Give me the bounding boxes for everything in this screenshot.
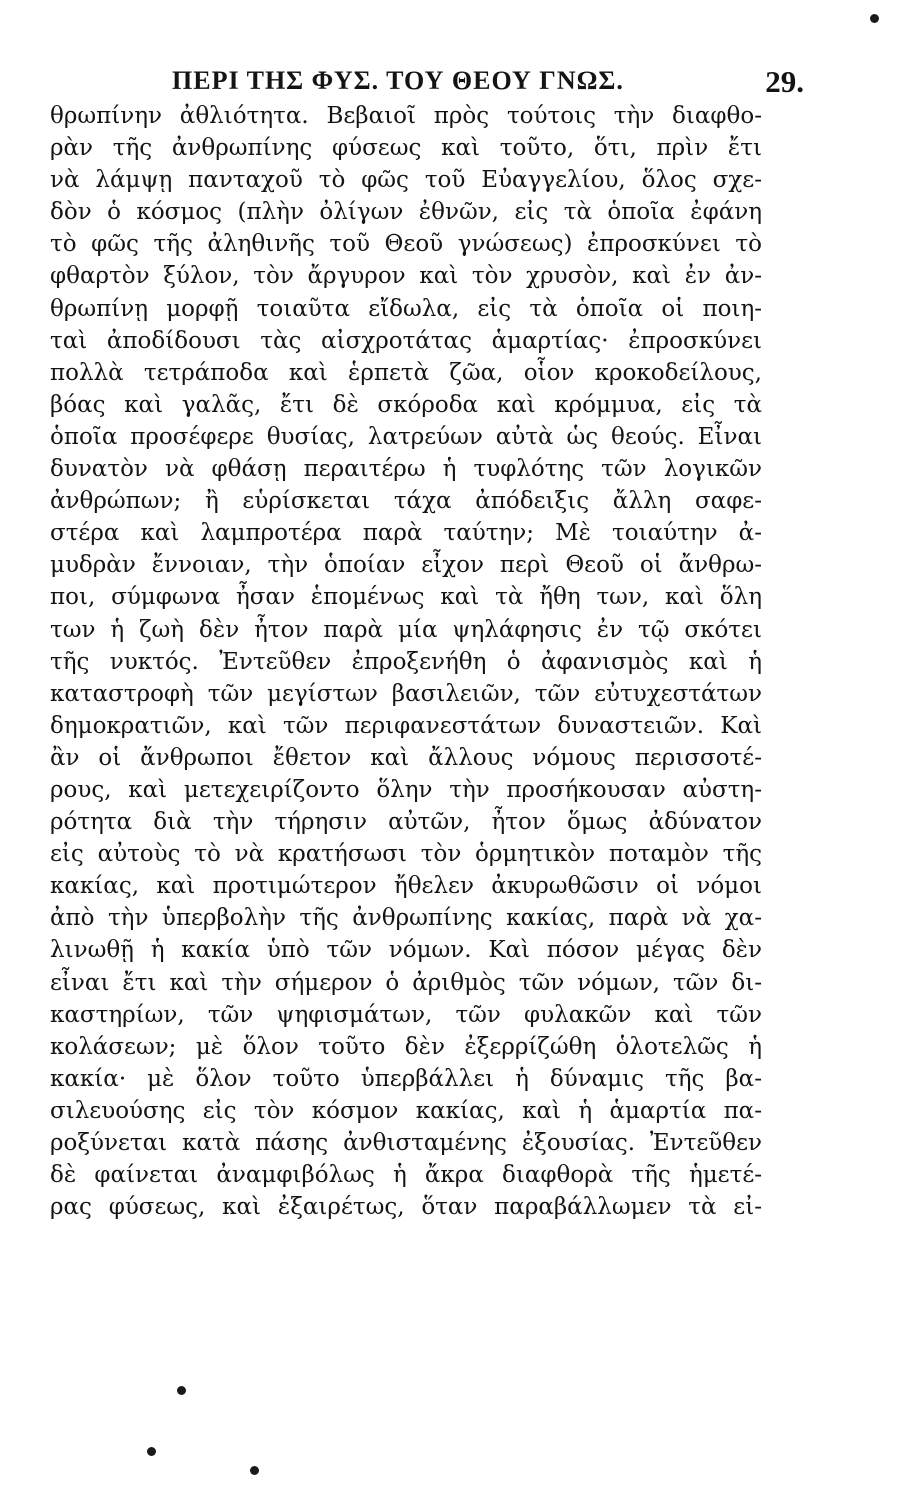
- text-line: μυδρὰν ἔννοιαν, τὴν ὁποίαν εἶχον περὶ Θεοῦ οἱ ἄνθρω-: [50, 552, 762, 579]
- scan-speck: [870, 14, 879, 23]
- text-line: τῆς νυκτός. Ἐντεῦθεν ἐπροξενήθη ὁ ἀφανισμὸς καὶ ἡ: [50, 648, 762, 675]
- text-line: των ἡ ζωὴ δὲν ἦτον παρὰ μία ψηλάφησις ἐν τῷ σκότει: [50, 616, 762, 643]
- scan-speck: [250, 1466, 259, 1475]
- text-line: εἰς αὐτοὺς τὸ νὰ κρατήσωσι τὸν ὁρμητικὸν ποταμὸν τῆς: [50, 841, 762, 868]
- text-line: λινωθῇ ἡ κακία ὑπὸ τῶν νόμων. Καὶ πόσον μέγας δὲν: [50, 937, 762, 964]
- text-line: ρότητα διὰ τὴν τήρησιν αὐτῶν, ἦτον ὅμως ἀδύνατον: [50, 809, 762, 836]
- text-line: τὸ φῶς τῆς ἀληθινῆς τοῦ Θεοῦ γνώσεως) ἐπροσκύνει τὸ: [50, 231, 762, 258]
- text-line: δυνατὸν νὰ φθάσῃ περαιτέρω ἡ τυφλότης τῶν λογικῶν: [50, 456, 762, 483]
- text-line: ταὶ ἀποδίδουσι τὰς αἰσχροτάτας ἁμαρτίας· ἐπροσκύνει: [50, 327, 762, 354]
- text-line: καταστροφὴ τῶν μεγίστων βασιλειῶν, τῶν εὐτυχεστάτων: [50, 680, 762, 707]
- page-number: 29.: [765, 64, 804, 99]
- text-line: σιλευούσης εἰς τὸν κόσμον κακίας, καὶ ἡ ἁμαρτία πα-: [50, 1097, 762, 1124]
- text-line: κακίας, καὶ προτιμώτερον ἤθελεν ἀκυρωθῶσιν οἱ νόμοι: [50, 873, 762, 900]
- text-line: δὲ φαίνεται ἀναμφιβόλως ἡ ἄκρα διαφθορὰ τῆς ἡμετέ-: [50, 1162, 762, 1189]
- running-head: ΠΕΡΙ ΤΗΣ ΦΥΣ. ΤΟΥ ΘΕΟΥ ΓΝΩΣ.: [172, 66, 624, 95]
- text-line: ἂν οἱ ἄνθρωποι ἔθετον καὶ ἄλλους νόμους περισσοτέ-: [50, 744, 762, 771]
- text-line: ρους, καὶ μετεχειρίζοντο ὅλην τὴν προσήκουσαν αὐστη-: [50, 776, 762, 803]
- text-line: φθαρτὸν ξύλον, τὸν ἄργυρον καὶ τὸν χρυσὸν, καὶ ἐν ἀν-: [50, 263, 762, 290]
- text-line: στέρα καὶ λαμπροτέρα παρὰ ταύτην; Μὲ τοιαύτην ἀ-: [50, 520, 762, 547]
- text-line: θρωπίνῃ μορφῇ τοιαῦτα εἴδωλα, εἰς τὰ ὁποῖα οἱ ποιη-: [50, 295, 762, 322]
- text-line: ἀνθρώπων; ἢ εὑρίσκεται τάχα ἀπόδειξις ἄλλη σαφε-: [50, 488, 762, 515]
- scan-speck: [147, 1447, 156, 1456]
- text-line: εἶναι ἔτι καὶ τὴν σήμερον ὁ ἀριθμὸς τῶν νόμων, τῶν δι-: [50, 969, 762, 996]
- text-line: θρωπίνην ἀθλιότητα. Βεβαιοῖ πρὸς τούτοις τὴν διαφθο-: [50, 103, 762, 129]
- text-line: ρας φύσεως, καὶ ἐξαιρέτως, ὅταν παραβάλλωμεν τὰ εἰ-: [50, 1194, 762, 1221]
- text-line: ποι, σύμφωνα ἦσαν ἑπομένως καὶ τὰ ἤθη των, καὶ ὅλη: [50, 584, 762, 611]
- scan-speck: [177, 1386, 186, 1395]
- text-line: ρὰν τῆς ἀνθρωπίνης φύσεως καὶ τοῦτο, ὅτι, πρὶν ἔτι: [50, 135, 762, 162]
- text-line: δημοκρατιῶν, καὶ τῶν περιφανεστάτων δυναστειῶν. Καὶ: [50, 712, 762, 739]
- text-line: ροξύνεται κατὰ πάσης ἀνθισταμένης ἐξουσίας. Ἐντεῦθεν: [50, 1130, 762, 1156]
- text-line: πολλὰ τετράποδα καὶ ἑρπετὰ ζῶα, οἷον κροκοδείλους,: [50, 359, 762, 386]
- text-line: κακία· μὲ ὅλον τοῦτο ὑπερβάλλει ἡ δύναμις τῆς βα-: [50, 1065, 762, 1092]
- text-line: δὸν ὁ κόσμος (πλὴν ὀλίγων ἐθνῶν, εἰς τὰ ὁποῖα ἐφάνη: [50, 199, 762, 226]
- text-line: νὰ λάμψῃ πανταχοῦ τὸ φῶς τοῦ Εὐαγγελίου, ὅλος σχε-: [50, 167, 762, 194]
- body-text: [50, 100, 762, 1223]
- text-line: ὁποῖα προσέφερε θυσίας, λατρεύων αὐτὰ ὡς θεούς. Εἶναι: [50, 423, 762, 450]
- text-line: βόας καὶ γαλᾶς, ἔτι δὲ σκόροδα καὶ κρόμμυα, εἰς τὰ: [50, 391, 762, 418]
- text-line: ἀπὸ τὴν ὑπερβολὴν τῆς ἀνθρωπίνης κακίας, παρὰ νὰ χα-: [50, 905, 762, 932]
- text-line: καστηρίων, τῶν ψηφισμάτων, τῶν φυλακῶν καὶ τῶν: [50, 1001, 762, 1028]
- text-line: κολάσεων; μὲ ὅλον τοῦτο δὲν ἐξερρίζώθη ὁλοτελῶς ἡ: [50, 1033, 762, 1060]
- page-header: [172, 66, 804, 102]
